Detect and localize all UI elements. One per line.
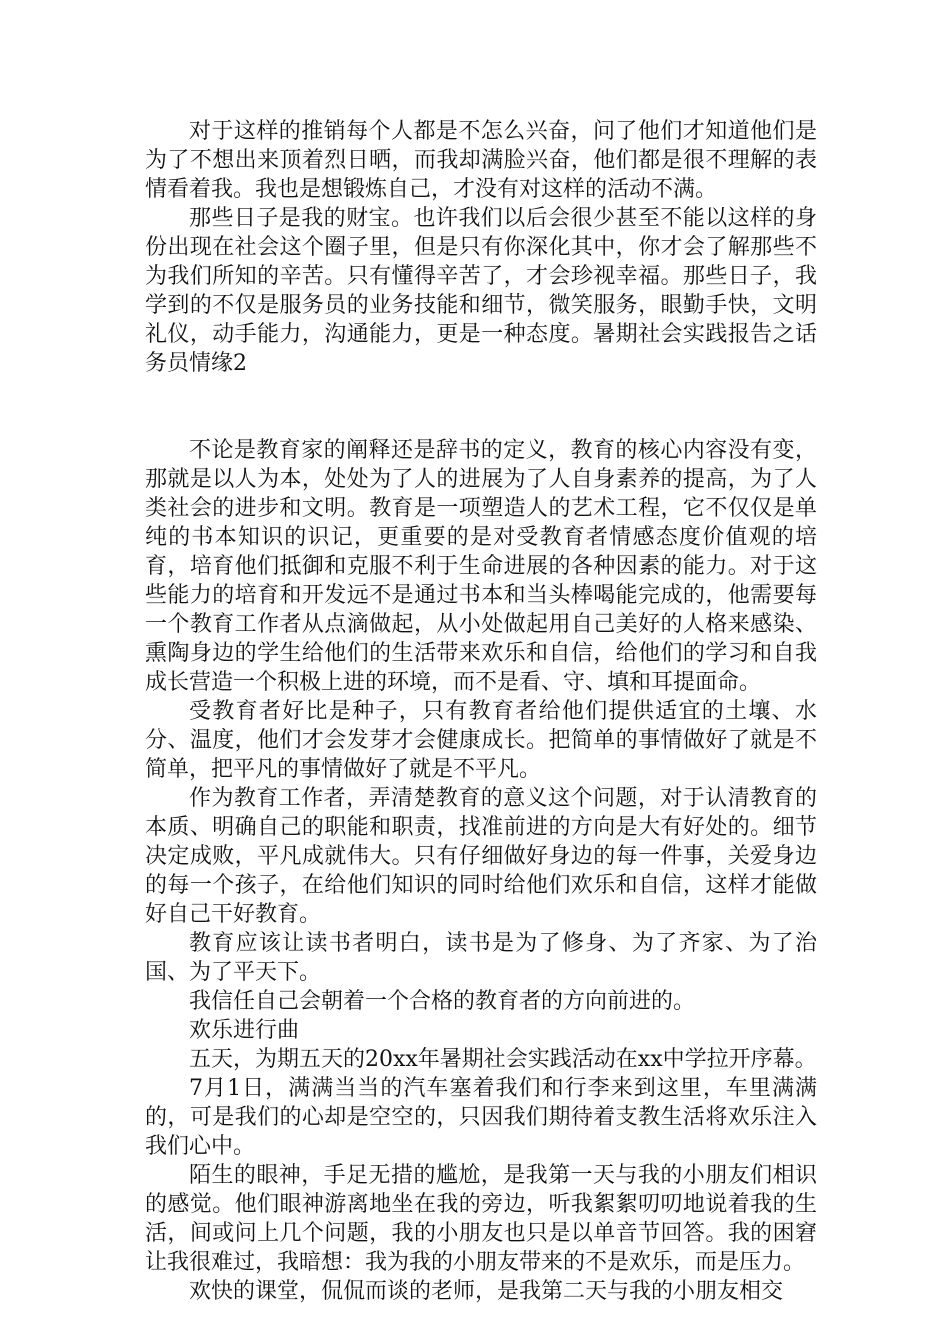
paragraph: 欢快的课堂，侃侃而谈的老师，是我第二天与我的小朋友相交 <box>189 1279 784 1304</box>
paragraph-gap <box>145 378 817 436</box>
paragraph: 我信任自己会朝着一个合格的教育者的方向前进的。 <box>189 989 696 1014</box>
paragraph: 那些日子是我的财宝。也许我们以后会很少甚至不能以这样的身份出现在社会这个圈子里，但是只有你深化其中，你才会了解那些不为我们所知的辛苦。只有懂得辛苦了，才会珍视幸福。那些日子，我学到的不仅是服务员的业务技能和细节，微笑服务，眼勤手快，文明礼仪，动手能力，沟通能力，更是一种态度。暑期社会实践报告之话务员情缘2 <box>145 206 817 376</box>
paragraph: 五天，为期五天的20xx年暑期社会实践活动在xx中学拉开序幕。 <box>189 1047 817 1072</box>
paragraph: 不论是教育家的阐释还是辞书的定义，教育的核心内容没有变，那就是以人为本，处处为了人的进展为了人自身素养的提高，为了人类社会的进步和文明。教育是一项塑造人的艺术工程，它不仅仅是单纯的书本知识的识记，更重要的是对受教育者情感态度价值观的培育，培育他们抵御和克服不利于生命进展的各种因素的能力。对于这些能力的培育和开发远不是通过书本和当头棒喝能完成的，他需要每一个教育工作者从点滴做起，从小处做起用自己美好的人格来感染、熏陶身边的学生给他们的生活带来欢乐和自信，给他们的学习和自我成长营造一个积极上进的环境，而不是看、守、填和耳提面命。 <box>145 438 817 695</box>
paragraph: 陌生的眼神，手足无措的尴尬，是我第一天与我的小朋友们相识的感觉。他们眼神游离地坐在我的旁边，听我絮絮叨叨地说着我的生活，间或问上几个问题，我的小朋友也只是以单音节回答。我的困窘让我很难过，我暗想：我为我的小朋友带来的不是欢乐，而是压力。 <box>145 1163 817 1275</box>
paragraph: 受教育者好比是种子，只有教育者给他们提供适宜的土壤、水分、温度，他们才会发芽才会健康成长。把简单的事情做好了就是不简单，把平凡的事情做好了就是不平凡。 <box>145 699 817 782</box>
paragraph: 对于这样的推销每个人都是不怎么兴奋，问了他们才知道他们是为了不想出来顶着烈日晒，而我却满脸兴奋，他们都是很不理解的表情看着我。我也是想锻炼自己，才没有对这样的活动不满。 <box>145 119 817 202</box>
section-heading: 欢乐进行曲 <box>189 1018 300 1043</box>
paragraph: 教育应该让读书者明白，读书是为了修身、为了齐家、为了治国、为了平天下。 <box>145 931 817 985</box>
document-body <box>145 117 817 1306</box>
paragraph: 作为教育工作者，弄清楚教育的意义这个问题，对于认清教育的本质、明确自己的职能和职责，找准前进的方向是大有好处的。细节决定成败，平凡成就伟大。只有仔细做好身边的每一件事，关爱身边的每一个孩子，在给他们知识的同时给他们欢乐和自信，这样才能做好自己干好教育。 <box>145 786 817 927</box>
paragraph: 7月1日，满满当当的汽车塞着我们和行李来到这里，车里满满的，可是我们的心却是空空的，只因我们期待着支教生活将欢乐注入我们心中。 <box>145 1076 817 1159</box>
